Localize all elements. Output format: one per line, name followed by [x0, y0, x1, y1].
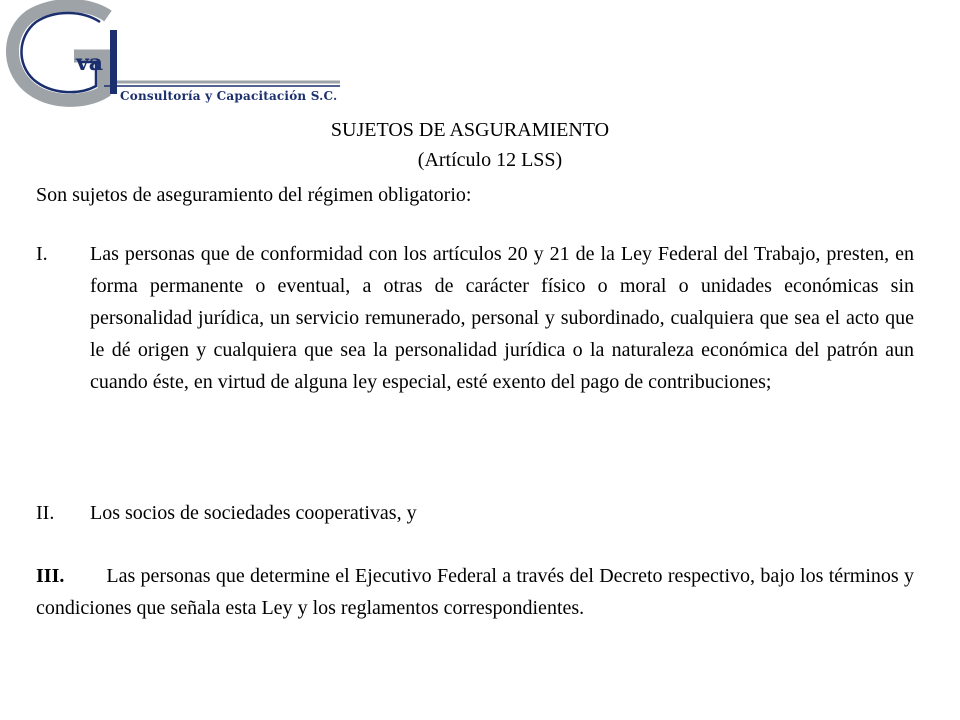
svg-text:va: va	[76, 50, 104, 76]
list-item-3	[36, 560, 914, 624]
list-item-text: Los socios de sociedades cooperativas, y	[90, 502, 417, 524]
company-logo	[0, 0, 360, 115]
logo-tagline: Consultoría y Capacitación S.C.	[120, 89, 338, 103]
list-item-numeral: III.	[36, 565, 65, 587]
list-item-paragraph	[36, 560, 914, 624]
list-item-numeral: II.	[36, 502, 55, 524]
list-item-text: Las personas que determine el Ejecutivo Federal a través del Decreto respectivo, bajo los términos y condiciones que señala esta Ley y los reglamentos correspondientes.	[36, 565, 914, 619]
list-item-1	[36, 238, 914, 398]
page-title: SUJETOS DE ASGURAMIENTO	[330, 119, 610, 141]
list-item-numeral: I.	[36, 243, 48, 265]
list-item-text: Las personas que de conformidad con los artículos 20 y 21 de la Ley Federal del Trabajo, presten, en forma permanente o eventual, a otras de carácter físico o moral o unidades económicas sin personalidad jurídica, un servicio remunerado, personal y subordinado, cualquiera que sea el acto que le dé origen y cualquiera que sea la personalidad jurídica o la naturaleza económica del patrón aun cuando éste, en virtud de alguna ley especial, esté exento del pago de contribuciones;	[90, 243, 914, 393]
list-item-2	[36, 497, 914, 529]
intro-text: Son sujetos de aseguramiento del régimen obligatorio:	[36, 184, 472, 206]
page-subtitle: (Artículo 12 LSS)	[417, 149, 563, 171]
